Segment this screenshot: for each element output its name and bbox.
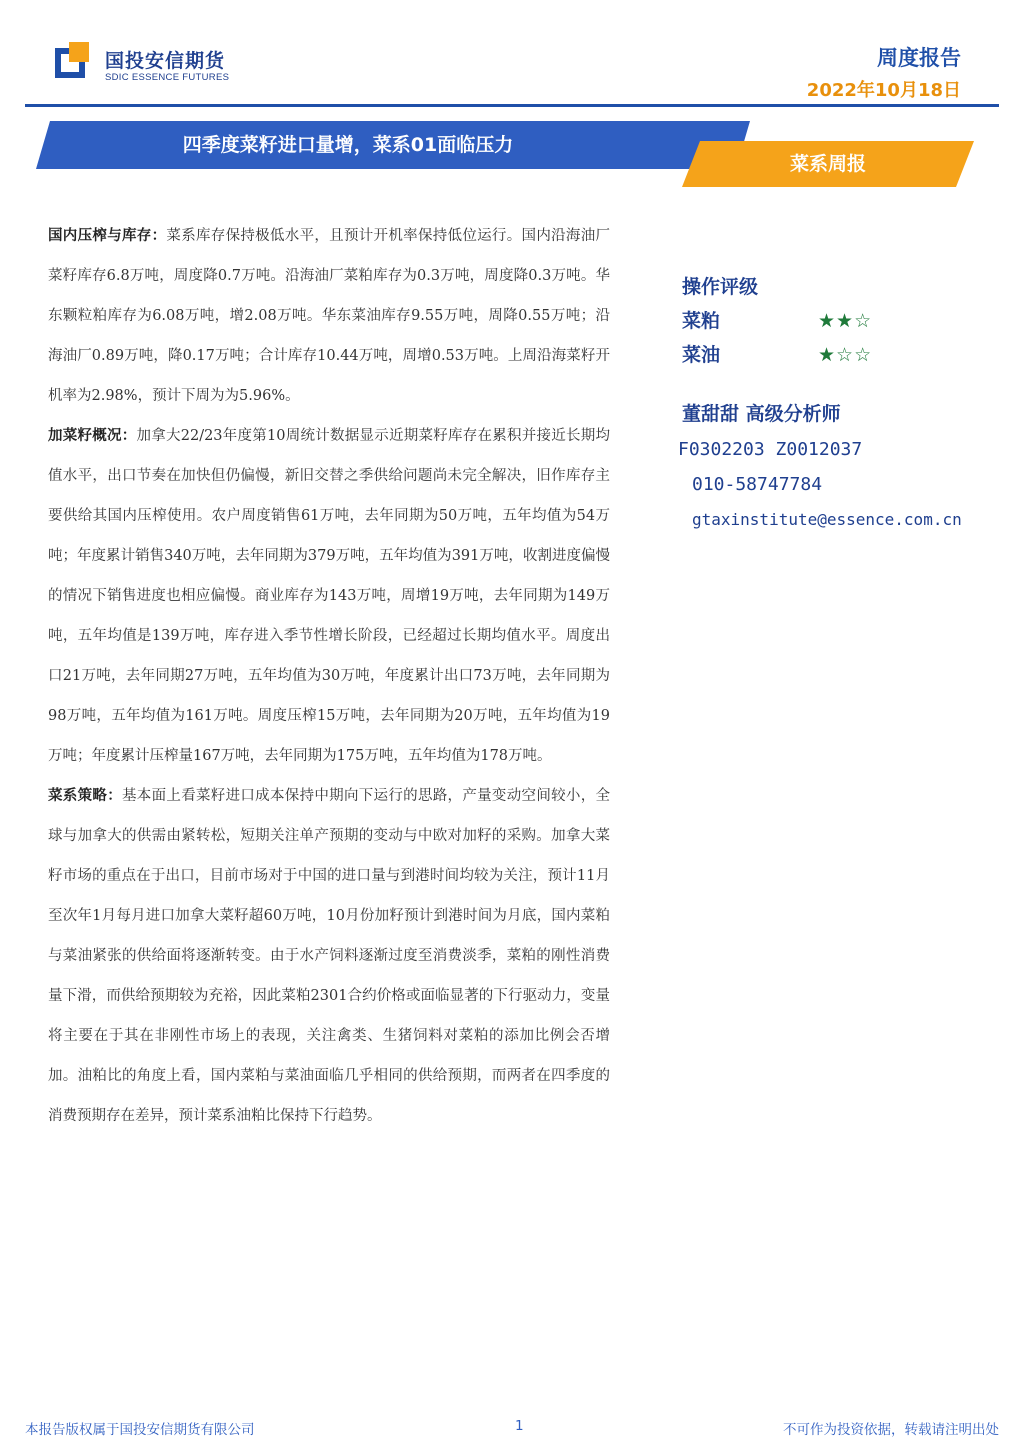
section-heading: 加菜籽概况： — [48, 427, 137, 444]
section-canada-rapeseed — [48, 416, 610, 776]
star-rating-icon: ★☆☆ — [818, 344, 873, 366]
section-domestic-crush-inventory — [48, 216, 610, 416]
page-number: 1 — [515, 1418, 524, 1434]
star-rating-icon: ★★☆ — [818, 310, 873, 332]
header-divider — [25, 104, 999, 107]
footer-disclaimer: 不可作为投资依据，转载请注明出处 — [783, 1422, 999, 1438]
logo-name-en: SDIC ESSENCE FUTURES — [105, 72, 230, 83]
section-text: 基本面上看菜籽进口成本保持中期向下运行的思路，产量变动空间较小，全球与加拿大的供需由紧转松，短期关注单产预期的变动与中欧对加籽的采购。加拿大菜籽市场的重点在于出口，目前市场对于中国的进口量与到港时间均较为关注，预计11月至次年1月每月进口加拿大菜籽超60万吨，10月份加籽预计到港时间为月底，国内菜粕与菜油紧张的供给面将逐渐转变。由于水产饲料逐渐过度至消费淡季，菜粕的刚性消费量下滑，而供给预期较为充裕，因此菜粕2301合约价格或面临显著的下行驱动力，变量将主要在于其在非刚性市场上的表现，关注禽类、生猪饲料对菜粕的添加比例会否增加。油粕比的角度上看，国内菜粕与菜油面临几乎相同的供给预期，而两者在四季度的消费预期存在差异，预计菜系油粕比保持下行趋势。 — [48, 788, 611, 1124]
company-logo — [55, 42, 235, 88]
sidebar — [678, 270, 1012, 537]
report-type: 周度报告 — [877, 46, 961, 70]
analyst-phone: 010-58747784 — [692, 474, 823, 495]
analyst-license: F0302203 Z0012037 — [678, 439, 863, 460]
report-date: 2022年10月18日 — [806, 80, 961, 101]
page-footer — [25, 1416, 999, 1440]
report-body — [48, 216, 610, 1136]
section-text: 加拿大22/23年度第10周统计数据显示近期菜籽库存在累积并接近长期均值水平，出口节奏在加快但仍偏慢，新旧交替之季供给问题尚未完全解决，旧作库存主要供给其国内压榨使用。农户周度销售61万吨，去年同期为50万吨，五年均值为54万吨；年度累计销售340万吨，去年同期为379万吨，五年均值为391万吨，收割进度偏慢的情况下销售进度也相应偏慢。商业库存为143万吨，周增19万吨，去年同期为149万吨，五年均值是139万吨，库存进入季节性增长阶段，已经超过长期均值水平。周度出口21万吨，去年同期27万吨，五年均值为30万吨，年度累计出口73万吨，去年同期为98万吨，五年均值为161万吨。周度压榨15万吨，去年同期为20万吨，五年均值为19万吨；年度累计压榨量167万吨，去年同期为175万吨，五年均值为178万吨。 — [48, 428, 610, 764]
analyst-email[interactable]: gtaxinstitute@essence.com.cn — [692, 510, 962, 529]
rating-title: 操作评级 — [682, 276, 759, 298]
analyst-name: 董甜甜 高级分析师 — [682, 403, 841, 425]
rating-row-rapeseed-oil — [682, 338, 1012, 372]
rating-name: 菜粕 — [682, 310, 721, 332]
rating-row-rapeseed-meal — [682, 304, 1012, 338]
logo-name-cn: 国投安信期货 — [105, 50, 226, 72]
rating-name: 菜油 — [682, 344, 721, 366]
section-heading: 菜系策略： — [48, 787, 122, 804]
report-title: 四季度菜籽进口量增，菜系01面临压力 — [182, 134, 514, 156]
section-strategy — [48, 776, 610, 1136]
section-heading: 国内压榨与库存： — [48, 227, 167, 244]
section-text: 菜系库存保持极低水平，且预计开机率保持低位运行。国内沿海油厂菜籽库存6.8万吨，周度降0.7万吨。沿海油厂菜粕库存为0.3万吨，周度降0.3万吨。华东颗粒粕库存为6.08万吨，增2.08万吨。华东菜油库存9.55万吨，周降0.55万吨；沿海油厂0.89万吨，降0.17万吨；合计库存10.44万吨，周增0.53万吨。上周沿海菜籽开机率为2.98%，预计下周为为5.96%。 — [48, 228, 611, 404]
footer-copyright: 本报告版权属于国投安信期货有限公司 — [25, 1422, 255, 1438]
logo-mark-icon — [55, 42, 95, 82]
report-category-tag: 菜系周报 — [789, 153, 866, 175]
